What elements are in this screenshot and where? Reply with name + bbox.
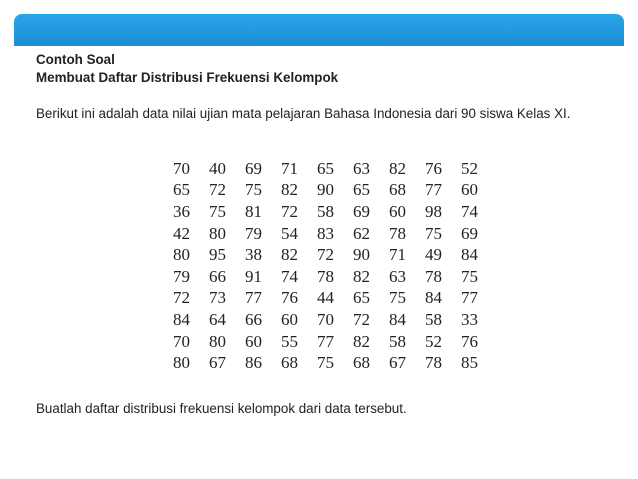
- table-row: [158, 331, 482, 353]
- table-cell: 76: [281, 288, 298, 308]
- table-cell: 62: [353, 223, 370, 243]
- table-cell: 40: [209, 158, 226, 178]
- table-cell: 70: [173, 331, 190, 351]
- table-row: [158, 309, 482, 331]
- table-cell: 84: [425, 288, 442, 308]
- table-cell: 63: [353, 158, 370, 178]
- table-cell: 72: [173, 288, 190, 308]
- table-cell: 74: [461, 201, 478, 221]
- table-cell: 84: [389, 309, 406, 329]
- table-cell: 72: [317, 245, 334, 265]
- table-cell: 80: [209, 331, 226, 351]
- table-cell: 38: [245, 245, 262, 265]
- table-cell: 71: [281, 158, 298, 178]
- table-cell: 65: [353, 288, 370, 308]
- table-cell: 60: [245, 331, 262, 351]
- table-cell: 65: [317, 158, 334, 178]
- table-cell: 76: [425, 158, 442, 178]
- table-cell: 67: [389, 353, 406, 373]
- table-cell: 70: [173, 158, 190, 178]
- table-cell: 75: [317, 353, 334, 373]
- slide-title: Contoh Soal: [36, 52, 115, 67]
- table-cell: 82: [281, 245, 298, 265]
- table-cell: 84: [173, 309, 190, 329]
- table-cell: 68: [281, 353, 298, 373]
- table-cell: 69: [245, 158, 262, 178]
- table-cell: 79: [245, 223, 262, 243]
- table-cell: 95: [209, 245, 226, 265]
- table-cell: 68: [389, 180, 406, 200]
- table-cell: 85: [461, 353, 478, 373]
- instruction-paragraph: Buatlah daftar distribusi frekuensi kelompok dari data tersebut.: [36, 401, 407, 416]
- table-cell: 49: [425, 245, 442, 265]
- table-cell: 63: [389, 266, 406, 286]
- table-cell: 60: [281, 309, 298, 329]
- table-cell: 79: [173, 266, 190, 286]
- table-cell: 69: [353, 201, 370, 221]
- table-row: [158, 201, 482, 223]
- table-cell: 54: [281, 223, 298, 243]
- table-cell: 78: [389, 223, 406, 243]
- table-row: [158, 244, 482, 266]
- table-cell: 83: [317, 223, 334, 243]
- table-cell: 86: [245, 353, 262, 373]
- table-row: [158, 352, 482, 374]
- slide-subtitle: Membuat Daftar Distribusi Frekuensi Kelompok: [36, 70, 339, 85]
- table-cell: 42: [173, 223, 190, 243]
- table-cell: 75: [389, 288, 406, 308]
- table-cell: 58: [389, 331, 406, 351]
- table-cell: 67: [209, 353, 226, 373]
- table-cell: 44: [317, 288, 334, 308]
- table-cell: 77: [317, 331, 334, 351]
- table-cell: 58: [425, 309, 442, 329]
- table-cell: 82: [281, 180, 298, 200]
- table-cell: 58: [317, 201, 334, 221]
- table-cell: 52: [425, 331, 442, 351]
- table-cell: 55: [281, 331, 298, 351]
- header-band: [14, 14, 624, 46]
- table-row: [158, 288, 482, 310]
- table-cell: 80: [173, 245, 190, 265]
- table-cell: 98: [425, 201, 442, 221]
- table-cell: 72: [353, 309, 370, 329]
- table-cell: 69: [461, 223, 478, 243]
- table-row: [158, 158, 482, 180]
- table-cell: 91: [245, 266, 262, 286]
- table-cell: 65: [173, 180, 190, 200]
- table-cell: 70: [317, 309, 334, 329]
- table-cell: 82: [353, 266, 370, 286]
- table-cell: 60: [389, 201, 406, 221]
- table-cell: 81: [245, 201, 262, 221]
- table-cell: 72: [281, 201, 298, 221]
- table-cell: 75: [425, 223, 442, 243]
- table-cell: 75: [209, 201, 226, 221]
- table-cell: 80: [209, 223, 226, 243]
- table-cell: 66: [245, 309, 262, 329]
- table-cell: 75: [461, 266, 478, 286]
- table-row: [158, 180, 482, 202]
- table-cell: 68: [353, 353, 370, 373]
- table-row: [158, 266, 482, 288]
- table-cell: 80: [173, 353, 190, 373]
- table-cell: 84: [461, 245, 478, 265]
- table-row: [158, 223, 482, 245]
- table-cell: 82: [389, 158, 406, 178]
- table-cell: 77: [425, 180, 442, 200]
- table-cell: 78: [425, 353, 442, 373]
- table-cell: 33: [461, 309, 478, 329]
- table-cell: 90: [353, 245, 370, 265]
- table-cell: 65: [353, 180, 370, 200]
- table-cell: 90: [317, 180, 334, 200]
- table-cell: 64: [209, 309, 226, 329]
- table-cell: 60: [461, 180, 478, 200]
- slide-content: [36, 51, 606, 123]
- table-cell: 77: [461, 288, 478, 308]
- table-cell: 75: [245, 180, 262, 200]
- table-cell: 77: [245, 288, 262, 308]
- table-cell: 71: [389, 245, 406, 265]
- score-data-table: [158, 158, 482, 374]
- table-cell: 78: [317, 266, 334, 286]
- table-cell: 82: [353, 331, 370, 351]
- table-cell: 36: [173, 201, 190, 221]
- table-cell: 74: [281, 266, 298, 286]
- table-cell: 72: [209, 180, 226, 200]
- table-cell: 73: [209, 288, 226, 308]
- intro-paragraph: Berikut ini adalah data nilai ujian mata pelajaran Bahasa Indonesia dari 90 siswa Kelas XI.: [36, 106, 571, 121]
- table-cell: 78: [425, 266, 442, 286]
- table-cell: 66: [209, 266, 226, 286]
- table-cell: 52: [461, 158, 478, 178]
- table-cell: 76: [461, 331, 478, 351]
